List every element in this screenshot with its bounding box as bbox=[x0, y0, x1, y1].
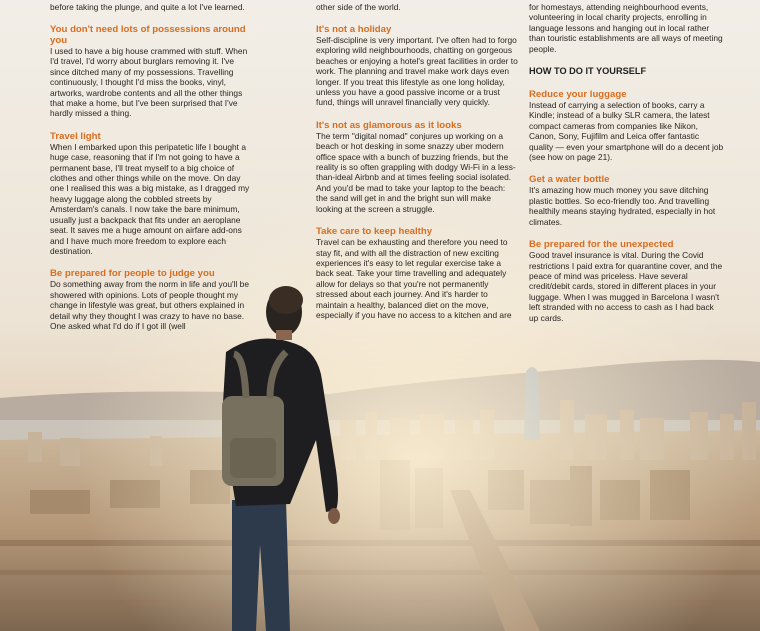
article-column-3 bbox=[529, 0, 725, 323]
section-heading: Reduce your luggage bbox=[529, 89, 627, 101]
section-heading: Travel light bbox=[50, 130, 101, 142]
column-lead-text: for homestays, attending neighbourhood events, volunteering in local charity projects, enrolling in language lessons and hanging out in local rather than touristic establishments are all ways of meeting people. bbox=[529, 2, 723, 54]
howto-heading: HOW TO DO IT YOURSELF bbox=[529, 66, 647, 77]
section-heading: Be prepared for people to judge you bbox=[50, 268, 215, 280]
section-body: Self-discipline is very important. I've often had to forgo exploring wild neighbourhoods, chatting on gorgeous beaches or enjoying a hotel's great facilities in order to work. The planning and travel make work days even longer. If you treat this lifestyle as one long holiday, unless you have a good passive income or a trust fund, things will unravel financially very quickly. bbox=[316, 35, 518, 108]
section-body: Do something away from the norm in life and you'll be showered with opinions. Lots of people thought my change in lifestyle was great, but others explained in detail why they thought I was crazy to have no base. One asked what I'd do if I got ill (well bbox=[50, 279, 249, 331]
column-lead-text: other side of the world. bbox=[316, 2, 401, 12]
section-body: The term "digital nomad" conjures up working on a beach or hot desking in some snazzy uber modern office space with a bunch of buzzing friends, but the reality is so often grappling with dodgy Wi-Fi in a less-than-ideal Airbnb and at times feeling social isolated. And you'd be mad to take your laptop to the beach: the sand will get in and the bright sun will make looking at the screen a struggle. bbox=[316, 130, 516, 214]
section-heading: You don't need lots of possessions around you bbox=[50, 24, 246, 46]
section-heading: Take care to keep healthy bbox=[316, 226, 433, 238]
section-heading: It's not as glamorous as it looks bbox=[316, 119, 462, 131]
column-lead-text: before taking the plunge, and quite a lot I've learned. bbox=[50, 2, 245, 12]
section-body: Travel can be exhausting and therefore you need to stay fit, and with all the distraction of new exciting experiences it's easy to let regular exercise take a back seat. Take your time travelling and adequately allow for delays so that you're not permanently stressed about each journey. And it's harder to maintain a healthy, balanced diet on the move, especially if you have no access to a kitchen and are bbox=[316, 237, 512, 320]
article-column-2 bbox=[316, 0, 518, 320]
section-heading: Get a water bottle bbox=[529, 174, 610, 186]
section-body: When I embarked upon this peripatetic life I bought a huge case, reasoning that if I'm not going to have a permanent base, I'll treat myself to a big choice of clothes and other things while on the move. On day one I realised this was a big mistake, as I dragged my heavy luggage along the cobbled streets by Amsterdam's canals. I now take the bare minimum, usually just a backpack that fits under an aeroplane seat. It saves me a huge amount on airfare add-ons and I have much more freedom to explore each destination. bbox=[50, 141, 250, 256]
article-column-1 bbox=[50, 0, 250, 331]
section-body: It's amazing how much money you save ditching plastic bottles. So eco-friendly too. And travelling healthily means staying hydrated, especially in hot climates. bbox=[529, 185, 716, 227]
section-heading: Be prepared for the unexpected bbox=[529, 239, 674, 251]
section-body: Good travel insurance is vital. During the Covid restrictions I paid extra for quarantine cover, and the peace of mind was priceless. Have several credit/debit cards, stored in different places in your luggage. When I was mugged in Barcelona I wasn't left stranded with no access to cash as I had back up cards. bbox=[529, 250, 723, 323]
section-heading: It's not a holiday bbox=[316, 24, 392, 35]
section-body: I used to have a big house crammed with stuff. When I'd travel, I'd worry about burglars removing it. I've since ditched many of my possessions. Travelling continuously, I thought I'd miss the books, vinyl, artworks, wardrobe contents and all the other things that make a home, but I've been surprised that I've hardly missed a thing. bbox=[50, 46, 248, 119]
section-body: Instead of carrying a selection of books, carry a Kindle; instead of a bulky SLR camera, the latest compact cameras from companies like Nikon, Canon, Sony, Fujifilm and Leica offer fantastic quality — even your smartphone will do a decent job (see how on page 21). bbox=[529, 100, 724, 163]
